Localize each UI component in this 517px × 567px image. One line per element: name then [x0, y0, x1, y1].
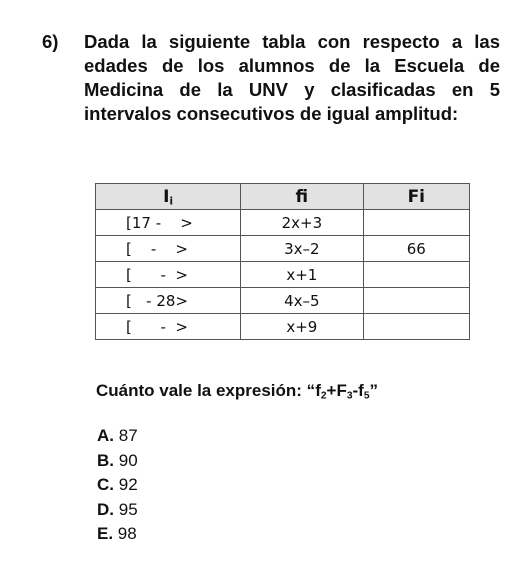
- question-number: 6): [42, 31, 59, 52]
- option-value: 98: [117, 524, 137, 543]
- option-d[interactable]: [97, 498, 138, 523]
- option-value: 95: [118, 499, 138, 519]
- header-interval-base: I: [163, 186, 170, 207]
- option-a[interactable]: [97, 424, 138, 449]
- header-interval: [96, 184, 241, 210]
- prompt-sub-5: 5: [363, 390, 370, 402]
- prompt-sub-2: 2: [320, 390, 327, 402]
- prompt-plus-F: +F: [326, 381, 347, 400]
- fi-cell: 3x–2: [241, 236, 363, 262]
- Fi-cell: [363, 314, 469, 340]
- answer-options: [97, 424, 138, 547]
- Fi-cell: [363, 288, 469, 314]
- option-letter: A.: [97, 426, 114, 445]
- interval-cell: [17 - >: [96, 210, 241, 236]
- option-value: 92: [118, 475, 138, 494]
- option-letter: B.: [97, 450, 114, 470]
- Fi-cell: [363, 210, 469, 236]
- expression-prompt: [96, 381, 378, 401]
- option-letter: D.: [97, 499, 114, 519]
- option-b[interactable]: [97, 449, 138, 474]
- fi-cell: x+9: [241, 314, 363, 340]
- table-row: [96, 262, 470, 288]
- option-letter: C.: [97, 475, 114, 494]
- table-row: [96, 210, 470, 236]
- frequency-table: [95, 183, 470, 340]
- header-fi: fi: [241, 184, 363, 210]
- interval-cell: [ - 28>: [96, 288, 241, 314]
- interval-cell: [ - >: [96, 236, 241, 262]
- option-e[interactable]: [97, 522, 138, 547]
- option-value: 87: [118, 426, 138, 445]
- prompt-minus-f: -f: [352, 381, 364, 400]
- question-text: Dada la siguiente tabla con respecto a las edades de los alumnos de la Escuela de Medicina de la UNV y clasificadas en 5 intervalos consecutivos de igual amplitud:: [84, 31, 500, 124]
- fi-cell: 4x–5: [241, 288, 363, 314]
- option-letter: E.: [97, 524, 114, 543]
- fi-cell: x+1: [241, 262, 363, 288]
- prompt-close-quote: ”: [369, 381, 379, 400]
- prompt-f: f: [315, 381, 321, 400]
- header-interval-sub: i: [169, 196, 173, 208]
- table-header-row: [96, 184, 470, 210]
- fi-cell: 2x+3: [241, 210, 363, 236]
- option-value: 90: [118, 450, 138, 470]
- prompt-sub-3: 3: [346, 390, 353, 402]
- interval-cell: [ - >: [96, 262, 241, 288]
- interval-cell: [ - >: [96, 314, 241, 340]
- question: [42, 30, 504, 126]
- Fi-cell: [363, 262, 469, 288]
- table-row: [96, 314, 470, 340]
- Fi-cell: 66: [363, 236, 469, 262]
- table-row: [96, 288, 470, 314]
- prompt-text: Cuánto vale la expresión: “: [96, 381, 316, 400]
- table-row: [96, 236, 470, 262]
- option-c[interactable]: [97, 473, 138, 498]
- header-Fi: Fi: [363, 184, 469, 210]
